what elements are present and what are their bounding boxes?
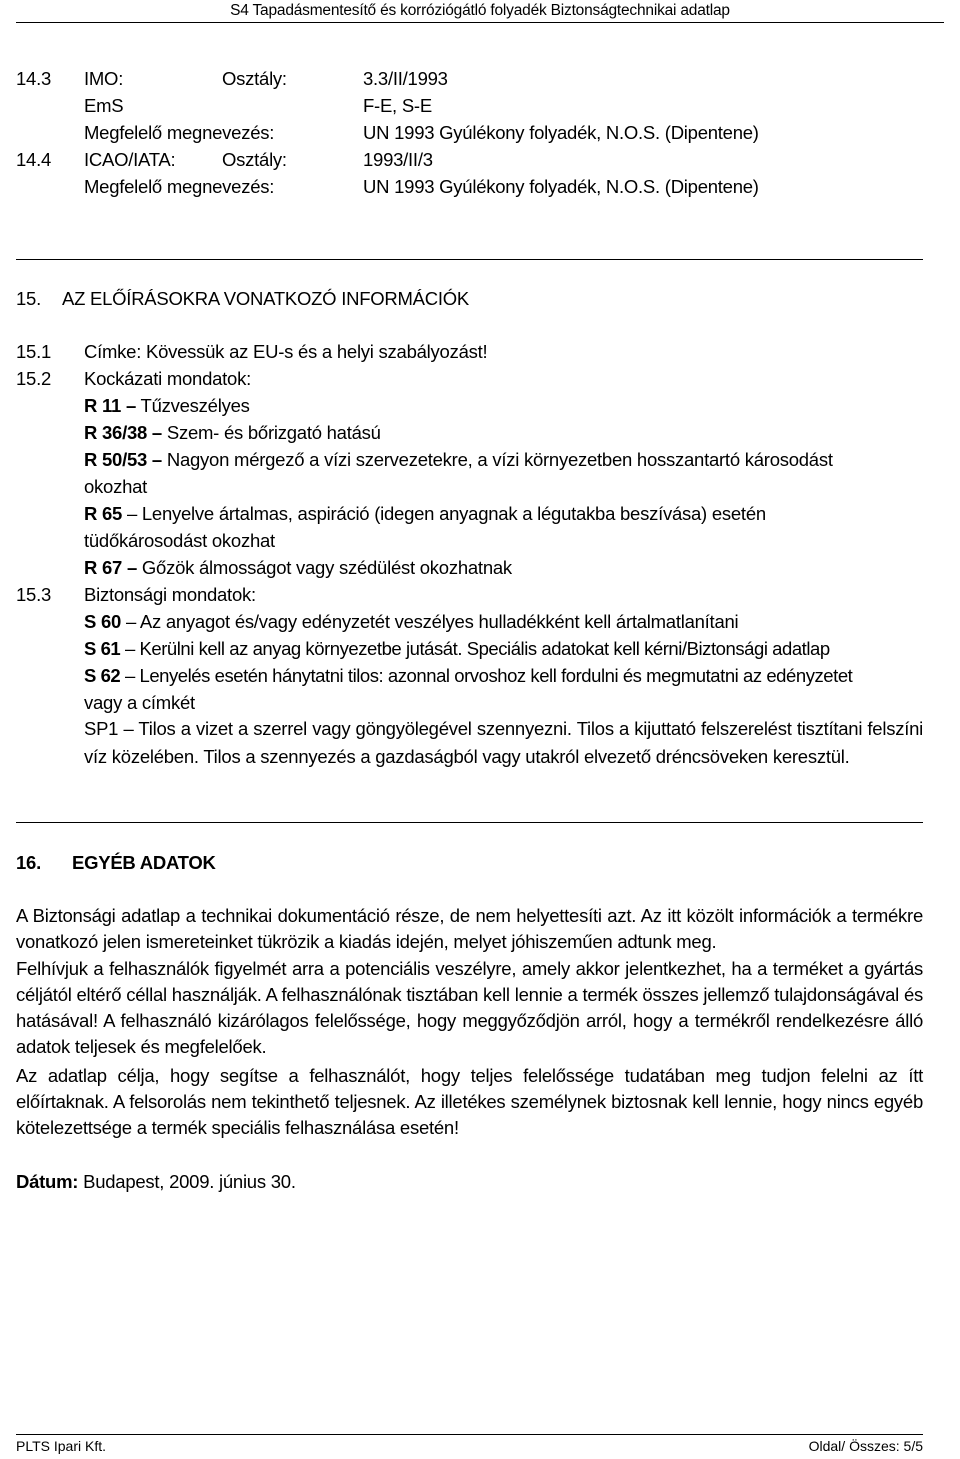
paragraph: Felhívjuk a felhasználók figyelmét arra a potenciális veszélyre, amely akkor jelentkezhet, ha a terméket a gyártás céljától eltérő céllal használják. A felhasználónak tisztában kell lennie a termék összes jellemző tulajdonságával és hatásával! A felhasználó kizárólagos felelőssége, hogy meggyőződjön arról, hogy a termékről rendelkezésre álló adatok teljesek és megfelelőek. — [16, 958, 923, 1057]
phrase-continuation: tüdőkárosodást okozhat — [84, 530, 275, 551]
document-title: S4 Tapadásmentesítő és korróziógátló folyadék Biztonságtechnikai adatlap — [230, 2, 730, 19]
proper-name-label: Megfelelő megnevezés: — [84, 122, 275, 143]
paragraph: Az adatlap célja, hogy segítse a felhasználót, hogy teljes felelőssége tudatában meg tudjon felelni az ítt előírtaknak. A felsorolás nem tekinthető teljesnek. Az illetékes személynek biztosnak kell lennie, hogy nincs egyéb kötelezettsége a termék speciális felhasználása esetén! — [16, 1065, 923, 1138]
safety-phrase-s62 — [84, 664, 852, 688]
imo-class-value: 3.3/II/1993 — [363, 68, 448, 89]
class-label: Osztály: — [222, 68, 287, 89]
phrase-code: R 50/53 – — [84, 449, 162, 470]
risk-phrase-r65 — [84, 502, 766, 526]
item-number: 14.4 — [16, 149, 52, 170]
phrase-text: Tűzveszélyes — [136, 395, 250, 416]
safety-phrases-title: Biztonsági mondatok: — [84, 584, 256, 605]
risk-phrase-r11 — [84, 394, 250, 418]
phrase-text: – Kerülni kell az anyag környezetbe jutását. Speciális adatokat kell kérni/Biztonsági adatlap — [120, 638, 830, 659]
phrase-code: R 67 – — [84, 557, 138, 578]
phrase-text: – Az anyagot és/vagy edényzetét veszélyes hulladékként kell ártalmatlanítani — [121, 611, 739, 632]
ems-value: F-E, S-E — [363, 95, 432, 116]
phrase-text: Szem- és bőrizgató hatású — [161, 422, 381, 443]
ems-label: EmS — [84, 95, 124, 116]
footer-company: PLTS Ipari Kft. — [16, 1438, 106, 1454]
date-line — [16, 1170, 296, 1194]
phrase-text: Gőzök álmosságot vagy szédülést okozhatnak — [137, 557, 512, 578]
footer-page-number: Oldal/ Összes: 5/5 — [808, 1438, 923, 1454]
risk-phrases-title: Kockázati mondatok: — [84, 368, 251, 389]
date-value: Budapest, 2009. június 30. — [78, 1171, 296, 1192]
class-label: Osztály: — [222, 149, 287, 170]
label-statement: Címke: Kövessük az EU-s és a helyi szabályozást! — [84, 341, 488, 362]
safety-phrase-s60 — [84, 610, 738, 634]
item-number: 15.1 — [16, 341, 52, 362]
phrase-code: S 61 — [84, 638, 121, 659]
footer-divider — [16, 1434, 923, 1435]
phrase-text: Nagyon mérgező a vízi szervezetekre, a vízi környezetben hosszantartó károsodást — [161, 449, 833, 470]
phrase-continuation: vagy a címkét — [84, 692, 195, 713]
phrase-code: R 65 — [84, 503, 123, 524]
risk-phrase-r67 — [84, 556, 512, 580]
phrase-code: R 11 – — [84, 395, 136, 416]
proper-name-label: Megfelelő megnevezés: — [84, 176, 275, 197]
safety-phrase-sp1: SP1 – Tilos a vizet a szerrel vagy göngyölegével szennyezni. Tilos a kijuttató felszerelést tisztítani felszíni víz közelében. Tilos a szennyezés a gazdaságból vagy utakról elvezető dréncsöveken keresztül. — [84, 718, 923, 767]
icao-class-value: 1993/II/3 — [363, 149, 433, 170]
section-divider — [16, 822, 923, 823]
item-number: 14.3 — [16, 68, 52, 89]
section-heading: EGYÉB ADATOK — [72, 852, 216, 873]
imo-label: IMO: — [84, 68, 124, 89]
phrase-code: R 36/38 – — [84, 422, 162, 443]
phrase-code: S 62 — [84, 665, 121, 686]
icao-proper-name: UN 1993 Gyúlékony folyadék, N.O.S. (Dipentene) — [363, 176, 759, 197]
item-number: 15.3 — [16, 584, 52, 605]
section-divider — [16, 259, 923, 260]
section-heading: AZ ELŐÍRÁSOKRA VONATKOZÓ INFORMÁCIÓK — [62, 288, 469, 309]
item-number: 15.2 — [16, 368, 52, 389]
risk-phrase-r5053 — [84, 448, 833, 472]
risk-phrase-r3638 — [84, 421, 381, 445]
phrase-continuation: okozhat — [84, 476, 148, 497]
date-label: Dátum: — [16, 1171, 79, 1192]
page-header — [16, 0, 944, 23]
icao-label: ICAO/IATA: — [84, 149, 176, 170]
section-number: 16. — [16, 852, 41, 873]
imo-proper-name: UN 1993 Gyúlékony folyadék, N.O.S. (Dipentene) — [363, 122, 759, 143]
phrase-text: – Lenyelve ártalmas, aspiráció (idegen anyagnak a légutakba beszívása) esetén — [122, 503, 766, 524]
phrase-text: – Lenyelés esetén hánytatni tilos: azonnal orvoshoz kell fordulni és megmutatni az edényzetet — [120, 665, 853, 686]
phrase-code: S 60 — [84, 611, 122, 632]
section-number: 15. — [16, 288, 41, 309]
paragraph: A Biztonsági adatlap a technikai dokumentáció része, de nem helyettesíti azt. Az itt közölt információk a termékre vonatkozó jelen ismereteinket tükrözik a kiadás idején, melyet jóhiszeműen adtunk meg. — [16, 905, 923, 952]
safety-phrase-s61 — [84, 637, 830, 661]
